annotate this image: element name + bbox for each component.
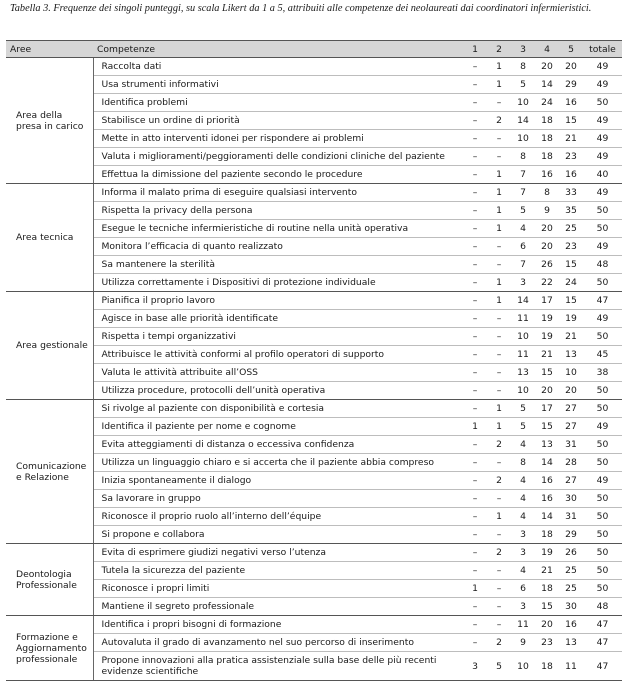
totale-cell: 48 xyxy=(583,598,622,616)
table-row xyxy=(6,400,622,418)
score-3-cell: 6 xyxy=(511,238,535,256)
score-4-cell: 15 xyxy=(535,598,559,616)
area-label: Area tecnica xyxy=(6,184,93,292)
score-4-cell: 18 xyxy=(535,130,559,148)
score-4-cell: 21 xyxy=(535,562,559,580)
score-3-cell: 7 xyxy=(511,166,535,184)
totale-cell: 49 xyxy=(583,130,622,148)
score-5-cell: 26 xyxy=(559,544,583,562)
totale-cell: 50 xyxy=(583,436,622,454)
score-2-cell: – xyxy=(487,346,511,364)
totale-cell: 45 xyxy=(583,346,622,364)
table-row xyxy=(6,634,622,652)
competence-cell: Utilizza procedure, protocolli dell’unità operativa xyxy=(93,382,463,400)
score-4-cell: 24 xyxy=(535,94,559,112)
score-2-cell: – xyxy=(487,526,511,544)
totale-cell: 50 xyxy=(583,562,622,580)
score-1-cell: – xyxy=(463,238,487,256)
table-row xyxy=(6,76,622,94)
totale-cell: 49 xyxy=(583,76,622,94)
totale-cell: 38 xyxy=(583,364,622,382)
score-5-cell: 10 xyxy=(559,364,583,382)
table-row xyxy=(6,454,622,472)
area-label: Area gestionale xyxy=(6,292,93,400)
score-3-cell: 11 xyxy=(511,310,535,328)
score-3-cell: 14 xyxy=(511,112,535,130)
score-5-cell: 11 xyxy=(559,652,583,681)
score-3-cell: 10 xyxy=(511,94,535,112)
table-row xyxy=(6,292,622,310)
score-1-cell: – xyxy=(463,148,487,166)
totale-cell: 49 xyxy=(583,112,622,130)
score-2-cell: 2 xyxy=(487,472,511,490)
competence-cell: Propone innovazioni alla pratica assistenziale sulla base delle più recenti evidenze scientifiche xyxy=(93,652,463,681)
score-1-cell: – xyxy=(463,508,487,526)
score-1-cell: – xyxy=(463,202,487,220)
table-row xyxy=(6,346,622,364)
score-5-cell: 31 xyxy=(559,436,583,454)
score-4-cell: 18 xyxy=(535,580,559,598)
score-1-cell: – xyxy=(463,616,487,634)
totale-cell: 47 xyxy=(583,634,622,652)
competence-cell: Valuta i miglioramenti/peggioramenti delle condizioni cliniche del paziente xyxy=(93,148,463,166)
score-4-cell: 13 xyxy=(535,436,559,454)
score-2-cell: 1 xyxy=(487,166,511,184)
totale-cell: 49 xyxy=(583,472,622,490)
score-4-cell: 17 xyxy=(535,400,559,418)
score-2-cell: 1 xyxy=(487,292,511,310)
score-4-cell: 19 xyxy=(535,310,559,328)
score-3-cell: 14 xyxy=(511,292,535,310)
competence-cell: Riconosce i propri limiti xyxy=(93,580,463,598)
score-4-cell: 8 xyxy=(535,184,559,202)
score-3-cell: 8 xyxy=(511,454,535,472)
table-row xyxy=(6,544,622,562)
table-row xyxy=(6,526,622,544)
totale-cell: 49 xyxy=(583,418,622,436)
table-row xyxy=(6,382,622,400)
score-4-cell: 20 xyxy=(535,58,559,76)
score-1-cell: 1 xyxy=(463,580,487,598)
score-2-cell: – xyxy=(487,490,511,508)
competence-cell: Si propone e collabora xyxy=(93,526,463,544)
score-3-cell: 3 xyxy=(511,544,535,562)
score-1-cell: 1 xyxy=(463,418,487,436)
competence-cell: Esegue le tecniche infermieristiche di routine nella unità operativa xyxy=(93,220,463,238)
score-2-cell: 1 xyxy=(487,418,511,436)
totale-cell: 49 xyxy=(583,310,622,328)
score-1-cell: 3 xyxy=(463,652,487,681)
score-5-cell: 19 xyxy=(559,310,583,328)
score-1-cell: – xyxy=(463,130,487,148)
score-3-cell: 5 xyxy=(511,418,535,436)
score-4-cell: 19 xyxy=(535,544,559,562)
score-1-cell: – xyxy=(463,184,487,202)
score-2-cell: – xyxy=(487,310,511,328)
table-row xyxy=(6,436,622,454)
score-5-cell: 29 xyxy=(559,76,583,94)
score-5-cell: 27 xyxy=(559,418,583,436)
score-1-cell: – xyxy=(463,112,487,130)
table-row xyxy=(6,598,622,616)
totale-cell: 50 xyxy=(583,220,622,238)
score-1-cell: – xyxy=(463,436,487,454)
table-row xyxy=(6,94,622,112)
area-label: Deontologia Professionale xyxy=(6,544,93,616)
score-3-cell: 3 xyxy=(511,598,535,616)
table-row xyxy=(6,256,622,274)
competence-cell: Usa strumenti informativi xyxy=(93,76,463,94)
likert-frequency-table xyxy=(6,40,622,681)
score-1-cell: – xyxy=(463,166,487,184)
table-row xyxy=(6,328,622,346)
totale-cell: 49 xyxy=(583,238,622,256)
competence-cell: Tutela la sicurezza del paziente xyxy=(93,562,463,580)
score-2-cell: 1 xyxy=(487,220,511,238)
table-row xyxy=(6,238,622,256)
table-row xyxy=(6,652,622,681)
score-5-cell: 20 xyxy=(559,58,583,76)
table-row xyxy=(6,508,622,526)
score-1-cell: – xyxy=(463,76,487,94)
score-5-cell: 25 xyxy=(559,220,583,238)
score-3-cell: 10 xyxy=(511,130,535,148)
score-3-cell: 13 xyxy=(511,364,535,382)
area-label: Area della presa in carico xyxy=(6,58,93,184)
table-row xyxy=(6,310,622,328)
competence-cell: Informa il malato prima di eseguire qualsiasi intervento xyxy=(93,184,463,202)
score-4-cell: 18 xyxy=(535,526,559,544)
totale-cell: 49 xyxy=(583,148,622,166)
competence-cell: Identifica i propri bisogni di formazione xyxy=(93,616,463,634)
header-score-3: 3 xyxy=(511,41,535,58)
score-2-cell: – xyxy=(487,148,511,166)
competence-cell: Utilizza un linguaggio chiaro e si accerta che il paziente abbia compreso xyxy=(93,454,463,472)
competence-cell: Utilizza correttamente i Dispositivi di protezione individuale xyxy=(93,274,463,292)
totale-cell: 47 xyxy=(583,652,622,681)
score-1-cell: – xyxy=(463,310,487,328)
score-1-cell: – xyxy=(463,544,487,562)
score-3-cell: 4 xyxy=(511,220,535,238)
score-4-cell: 18 xyxy=(535,652,559,681)
totale-cell: 50 xyxy=(583,328,622,346)
score-3-cell: 4 xyxy=(511,490,535,508)
score-4-cell: 22 xyxy=(535,274,559,292)
score-4-cell: 14 xyxy=(535,508,559,526)
header-competenze: Competenze xyxy=(93,41,463,58)
competence-cell: Sa mantenere la sterilità xyxy=(93,256,463,274)
score-1-cell: – xyxy=(463,400,487,418)
score-2-cell: – xyxy=(487,238,511,256)
score-4-cell: 20 xyxy=(535,220,559,238)
competence-cell: Attribuisce le attività conformi al profilo operatori di supporto xyxy=(93,346,463,364)
score-4-cell: 16 xyxy=(535,490,559,508)
table-row xyxy=(6,562,622,580)
score-3-cell: 4 xyxy=(511,436,535,454)
score-2-cell: 2 xyxy=(487,112,511,130)
totale-cell: 50 xyxy=(583,400,622,418)
score-4-cell: 18 xyxy=(535,112,559,130)
score-2-cell: 5 xyxy=(487,652,511,681)
score-3-cell: 11 xyxy=(511,346,535,364)
score-1-cell: – xyxy=(463,94,487,112)
totale-cell: 49 xyxy=(583,58,622,76)
score-3-cell: 6 xyxy=(511,580,535,598)
totale-cell: 50 xyxy=(583,454,622,472)
score-3-cell: 3 xyxy=(511,526,535,544)
table-row xyxy=(6,166,622,184)
totale-cell: 48 xyxy=(583,256,622,274)
score-5-cell: 16 xyxy=(559,94,583,112)
score-4-cell: 20 xyxy=(535,616,559,634)
table-row xyxy=(6,58,622,76)
score-4-cell: 21 xyxy=(535,346,559,364)
totale-cell: 49 xyxy=(583,184,622,202)
table-row xyxy=(6,364,622,382)
score-1-cell: – xyxy=(463,472,487,490)
competence-cell: Rispetta i tempi organizzativi xyxy=(93,328,463,346)
competence-cell: Valuta le attività attribuite all’OSS xyxy=(93,364,463,382)
competence-cell: Rispetta la privacy della persona xyxy=(93,202,463,220)
score-5-cell: 35 xyxy=(559,202,583,220)
score-2-cell: – xyxy=(487,616,511,634)
score-2-cell: 2 xyxy=(487,544,511,562)
table-row xyxy=(6,472,622,490)
header-aree: Aree xyxy=(6,41,93,58)
competence-cell: Inizia spontaneamente il dialogo xyxy=(93,472,463,490)
score-3-cell: 10 xyxy=(511,652,535,681)
score-5-cell: 33 xyxy=(559,184,583,202)
score-5-cell: 25 xyxy=(559,562,583,580)
score-2-cell: – xyxy=(487,328,511,346)
table-row xyxy=(6,130,622,148)
score-2-cell: 1 xyxy=(487,58,511,76)
score-1-cell: – xyxy=(463,346,487,364)
score-2-cell: – xyxy=(487,454,511,472)
score-3-cell: 7 xyxy=(511,256,535,274)
score-5-cell: 16 xyxy=(559,616,583,634)
table-body xyxy=(6,58,622,681)
score-4-cell: 17 xyxy=(535,292,559,310)
score-5-cell: 25 xyxy=(559,580,583,598)
totale-cell: 50 xyxy=(583,544,622,562)
score-1-cell: – xyxy=(463,382,487,400)
table-caption: Tabella 3. Frequenze dei singoli punteggi, su scala Likert da 1 a 5, attribuiti alle competenze dei neolaureati dai coordinatori infermieristici. xyxy=(10,3,592,14)
competence-cell: Stabilisce un ordine di priorità xyxy=(93,112,463,130)
score-3-cell: 11 xyxy=(511,616,535,634)
score-3-cell: 5 xyxy=(511,202,535,220)
competence-cell: Identifica il paziente per nome e cognome xyxy=(93,418,463,436)
competence-cell: Agisce in base alle priorità identificate xyxy=(93,310,463,328)
score-2-cell: 1 xyxy=(487,400,511,418)
competence-cell: Sa lavorare in gruppo xyxy=(93,490,463,508)
score-2-cell: 2 xyxy=(487,634,511,652)
score-3-cell: 4 xyxy=(511,508,535,526)
table-row xyxy=(6,274,622,292)
score-2-cell: – xyxy=(487,382,511,400)
totale-cell: 40 xyxy=(583,166,622,184)
totale-cell: 50 xyxy=(583,274,622,292)
score-1-cell: – xyxy=(463,562,487,580)
table-row xyxy=(6,616,622,634)
table-row xyxy=(6,418,622,436)
area-label: Comunicazione e Relazione xyxy=(6,400,93,544)
header-score-1: 1 xyxy=(463,41,487,58)
table-row xyxy=(6,112,622,130)
score-4-cell: 15 xyxy=(535,418,559,436)
totale-cell: 50 xyxy=(583,382,622,400)
score-4-cell: 20 xyxy=(535,382,559,400)
score-2-cell: – xyxy=(487,130,511,148)
score-4-cell: 26 xyxy=(535,256,559,274)
score-5-cell: 23 xyxy=(559,238,583,256)
score-5-cell: 27 xyxy=(559,472,583,490)
score-5-cell: 27 xyxy=(559,400,583,418)
table-row xyxy=(6,148,622,166)
score-2-cell: – xyxy=(487,580,511,598)
header-totale: totale xyxy=(583,41,622,58)
score-3-cell: 8 xyxy=(511,148,535,166)
competence-cell: Evita di esprimere giudizi negativi verso l’utenza xyxy=(93,544,463,562)
score-2-cell: – xyxy=(487,94,511,112)
table-row xyxy=(6,580,622,598)
score-2-cell: 2 xyxy=(487,436,511,454)
table-row xyxy=(6,184,622,202)
area-label: Formazione e Aggiornamento professionale xyxy=(6,616,93,681)
score-5-cell: 13 xyxy=(559,634,583,652)
score-3-cell: 9 xyxy=(511,634,535,652)
score-3-cell: 10 xyxy=(511,382,535,400)
score-4-cell: 19 xyxy=(535,328,559,346)
score-5-cell: 16 xyxy=(559,166,583,184)
score-4-cell: 23 xyxy=(535,634,559,652)
competence-cell: Mette in atto interventi idonei per rispondere ai problemi xyxy=(93,130,463,148)
table-row xyxy=(6,202,622,220)
score-2-cell: – xyxy=(487,598,511,616)
totale-cell: 50 xyxy=(583,490,622,508)
score-3-cell: 8 xyxy=(511,58,535,76)
competence-cell: Pianifica il proprio lavoro xyxy=(93,292,463,310)
score-2-cell: 1 xyxy=(487,202,511,220)
score-1-cell: – xyxy=(463,634,487,652)
score-2-cell: – xyxy=(487,364,511,382)
header-score-2: 2 xyxy=(487,41,511,58)
score-4-cell: 14 xyxy=(535,76,559,94)
competence-cell: Autovaluta il grado di avanzamento nel suo percorso di inserimento xyxy=(93,634,463,652)
score-4-cell: 9 xyxy=(535,202,559,220)
score-4-cell: 16 xyxy=(535,472,559,490)
score-2-cell: 1 xyxy=(487,76,511,94)
score-1-cell: – xyxy=(463,256,487,274)
table-row xyxy=(6,220,622,238)
score-3-cell: 4 xyxy=(511,562,535,580)
score-1-cell: – xyxy=(463,328,487,346)
score-1-cell: – xyxy=(463,490,487,508)
score-4-cell: 18 xyxy=(535,148,559,166)
header-score-4: 4 xyxy=(535,41,559,58)
competence-cell: Effettua la dimissione del paziente secondo le procedure xyxy=(93,166,463,184)
score-1-cell: – xyxy=(463,292,487,310)
score-5-cell: 13 xyxy=(559,346,583,364)
totale-cell: 47 xyxy=(583,292,622,310)
score-3-cell: 4 xyxy=(511,472,535,490)
score-2-cell: 1 xyxy=(487,184,511,202)
score-2-cell: – xyxy=(487,256,511,274)
score-5-cell: 15 xyxy=(559,256,583,274)
table-row xyxy=(6,490,622,508)
score-5-cell: 15 xyxy=(559,292,583,310)
score-5-cell: 23 xyxy=(559,148,583,166)
score-2-cell: – xyxy=(487,562,511,580)
score-4-cell: 16 xyxy=(535,166,559,184)
score-1-cell: – xyxy=(463,220,487,238)
score-5-cell: 20 xyxy=(559,382,583,400)
competence-cell: Evita atteggiamenti di distanza o eccessiva confidenza xyxy=(93,436,463,454)
competence-cell: Identifica problemi xyxy=(93,94,463,112)
totale-cell: 50 xyxy=(583,526,622,544)
score-3-cell: 10 xyxy=(511,328,535,346)
score-1-cell: – xyxy=(463,58,487,76)
score-1-cell: – xyxy=(463,598,487,616)
totale-cell: 50 xyxy=(583,508,622,526)
score-3-cell: 3 xyxy=(511,274,535,292)
score-3-cell: 5 xyxy=(511,400,535,418)
score-5-cell: 21 xyxy=(559,328,583,346)
score-1-cell: – xyxy=(463,454,487,472)
totale-cell: 47 xyxy=(583,616,622,634)
score-1-cell: – xyxy=(463,526,487,544)
score-5-cell: 30 xyxy=(559,490,583,508)
score-3-cell: 7 xyxy=(511,184,535,202)
score-3-cell: 5 xyxy=(511,76,535,94)
header-score-5: 5 xyxy=(559,41,583,58)
score-5-cell: 24 xyxy=(559,274,583,292)
competence-cell: Riconosce il proprio ruolo all’interno dell’équipe xyxy=(93,508,463,526)
table-header-row xyxy=(6,41,622,58)
score-2-cell: 1 xyxy=(487,508,511,526)
score-5-cell: 28 xyxy=(559,454,583,472)
score-4-cell: 20 xyxy=(535,238,559,256)
competence-cell: Monitora l’efficacia di quanto realizzato xyxy=(93,238,463,256)
score-5-cell: 21 xyxy=(559,130,583,148)
score-1-cell: – xyxy=(463,364,487,382)
competence-cell: Raccolta dati xyxy=(93,58,463,76)
competence-cell: Mantiene il segreto professionale xyxy=(93,598,463,616)
score-1-cell: – xyxy=(463,274,487,292)
totale-cell: 50 xyxy=(583,580,622,598)
score-5-cell: 31 xyxy=(559,508,583,526)
score-4-cell: 14 xyxy=(535,454,559,472)
competence-cell: Si rivolge al paziente con disponibilità e cortesia xyxy=(93,400,463,418)
score-2-cell: 1 xyxy=(487,274,511,292)
score-4-cell: 15 xyxy=(535,364,559,382)
score-5-cell: 29 xyxy=(559,526,583,544)
score-5-cell: 15 xyxy=(559,112,583,130)
totale-cell: 50 xyxy=(583,202,622,220)
score-5-cell: 30 xyxy=(559,598,583,616)
totale-cell: 50 xyxy=(583,94,622,112)
